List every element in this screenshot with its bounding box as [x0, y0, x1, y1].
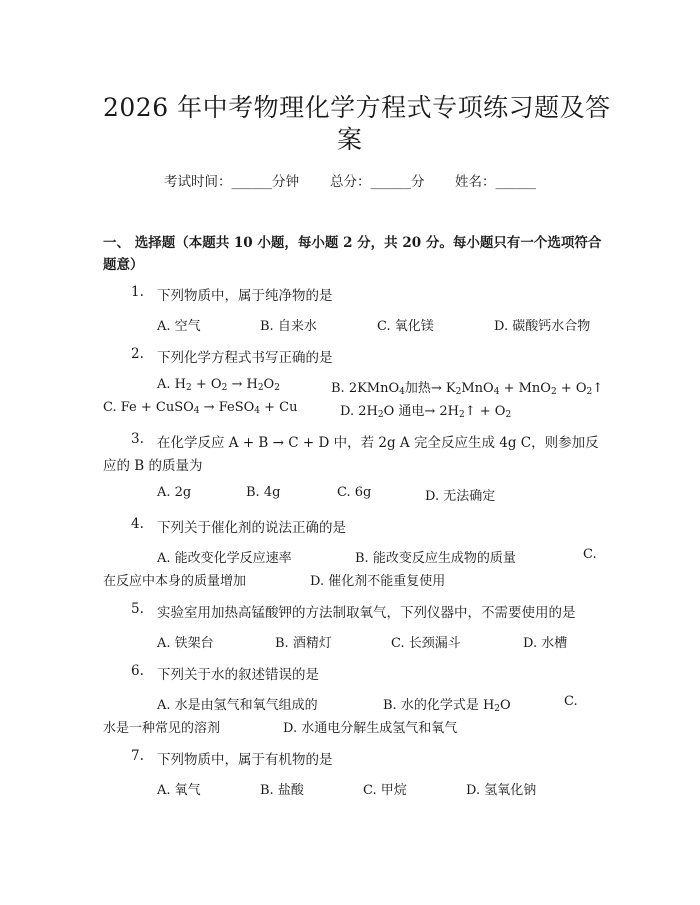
question-5-option-c: C. 长颈漏斗 — [391, 636, 461, 651]
question-2-option-c: C. Fe + CuSO$_4$ → FeSO$_4$ + Cu — [103, 400, 298, 416]
question-6-option-b: B. 水的化学式是 $H_2O$ — [383, 698, 511, 714]
exam-time: 考试时间：______分钟 — [164, 174, 299, 190]
question-5-number: 5. — [131, 601, 144, 617]
question-5-option-b: B. 酒精灯 — [275, 636, 332, 651]
section-heading-line2: 题意） — [103, 257, 144, 273]
question-3-option-d: D. 无法确定 — [425, 489, 496, 504]
question-1-option-a: A. 空气 — [157, 319, 201, 334]
question-7-number: 7. — [131, 748, 144, 764]
question-3-option-c: C. 6g — [337, 485, 372, 500]
question-7-option-a: A. 氧气 — [157, 783, 201, 798]
page-title-line2: 案 — [337, 125, 363, 154]
question-4-number: 4. — [131, 516, 144, 532]
question-2-number: 2. — [131, 346, 144, 362]
question-4-option-c-label: C. — [583, 547, 597, 562]
question-1-option-b: B. 自来水 — [260, 319, 317, 334]
question-5-option-a: A. 铁架台 — [157, 636, 214, 651]
question-7-text: 下列物质中，属于有机物的是 — [157, 752, 333, 768]
question-4-option-c-text: 在反应中本身的质量增加 — [103, 574, 247, 589]
question-4-option-b: B. 能改变反应生成物的质量 — [355, 551, 516, 566]
question-3-option-a: A. 2g — [157, 485, 192, 500]
question-6-option-c-label: C. — [564, 694, 578, 709]
question-1-option-c: C. 氧化镁 — [377, 319, 434, 334]
question-1-text: 下列物质中，属于纯净物的是 — [157, 288, 333, 304]
question-4-option-d: D. 催化剂不能重复使用 — [310, 574, 446, 589]
question-7-option-c: C. 甲烷 — [363, 783, 407, 798]
question-7-option-d: D. 氢氧化钠 — [466, 783, 537, 798]
question-2-option-b: B. 2KMnO$_4$加热→ $K_2MnO_4 + MnO_2$ + $O_2↑$ — [331, 381, 604, 397]
exam-name: 姓名：______ — [455, 174, 536, 190]
section-heading-line1: 一、 选择题（本题共 10 小题，每小题 2 分，共 20 分。每小题只有一个选项符合 — [103, 235, 602, 251]
page-title-line1: 2026 年中考物理化学方程式专项练习题及答 — [103, 93, 611, 122]
question-7-option-b: B. 盐酸 — [260, 783, 304, 798]
question-2-option-a: A. $H_2 + O_2 \to H_2O_2$ — [157, 377, 280, 393]
question-2-text: 下列化学方程式书写正确的是 — [157, 350, 333, 366]
question-2-option-d: D. $2H_2O$ 通电→ $2H_2↑ + O_2$ — [340, 404, 512, 420]
question-3-text-line2: 应的 B 的质量为 — [103, 458, 203, 474]
question-5-text: 实验室用加热高锰酸钾的方法制取氧气，下列仪器中，不需要使用的是 — [157, 605, 576, 621]
question-5-option-d: D. 水槽 — [523, 636, 568, 651]
question-3-text-line1: 在化学反应 A + B → C + D 中，若 2g A 完全反应生成 4g C，则参加反 — [157, 435, 599, 451]
question-3-option-b: B. 4g — [246, 485, 281, 500]
question-6-option-c-text: 水是一种常见的溶剂 — [103, 721, 221, 736]
question-6-option-d: D. 水通电分解生成氢气和氧气 — [283, 721, 458, 736]
question-4-text: 下列关于催化剂的说法正确的是 — [157, 520, 346, 536]
question-1-option-d: D. 碳酸钙水合物 — [494, 319, 591, 334]
question-6-text: 下列关于水的叙述错误的是 — [157, 667, 319, 683]
question-4-option-a: A. 能改变化学反应速率 — [157, 551, 292, 566]
question-3-number: 3. — [131, 431, 144, 447]
question-1-number: 1. — [131, 284, 144, 300]
exam-score: 总分：______分 — [330, 174, 425, 190]
question-6-option-a: A. 水是由氢气和氧气组成的 — [157, 698, 318, 713]
question-6-number: 6. — [131, 663, 144, 679]
